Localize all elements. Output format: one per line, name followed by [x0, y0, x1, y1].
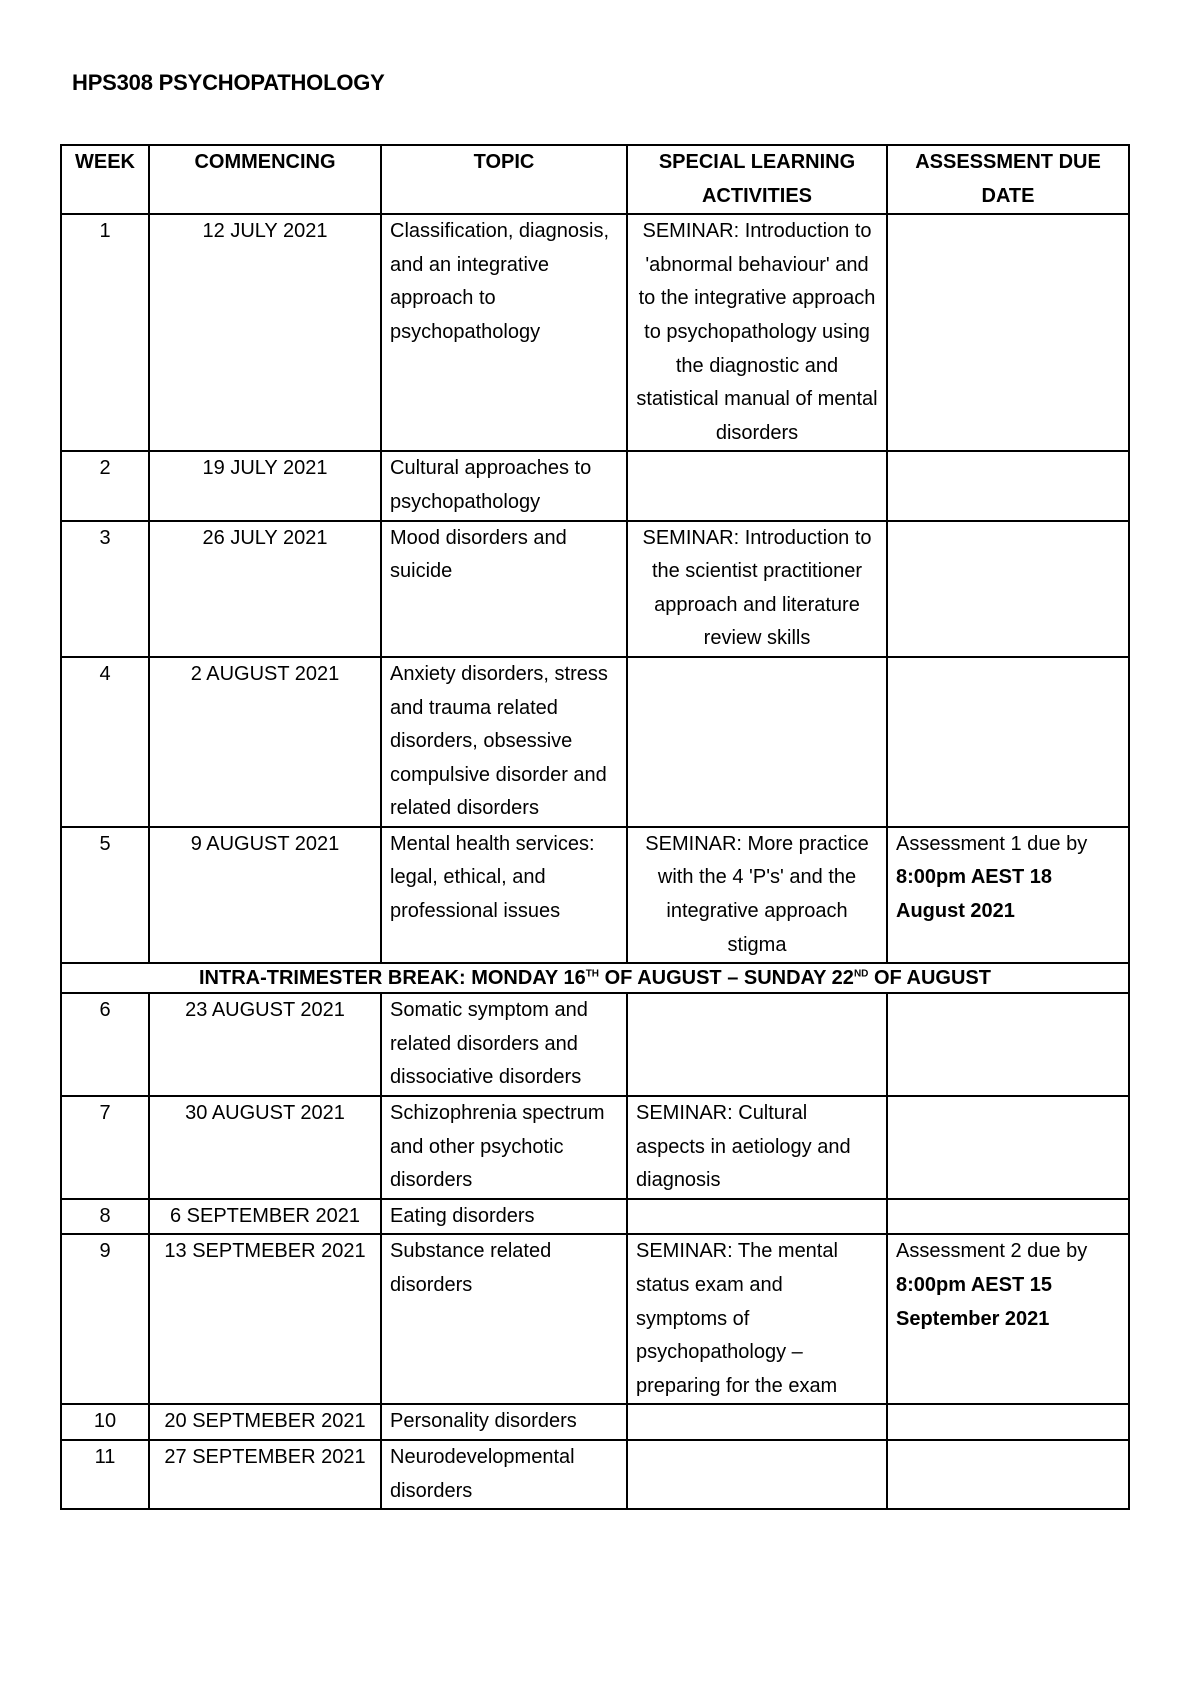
assessment-cell — [887, 1096, 1129, 1199]
assessment-cell — [887, 993, 1129, 1096]
activity-label: SEMINAR: — [645, 832, 742, 855]
activity-cell — [627, 1096, 887, 1199]
table-row — [61, 451, 1129, 520]
table-row — [61, 521, 1129, 657]
topic-cell: Somatic symptom and related disorders and dissociative disorders — [381, 993, 627, 1096]
break-text-3: OF AUGUST — [868, 967, 991, 990]
table-row — [61, 657, 1129, 827]
activity-cell — [627, 1440, 887, 1509]
activity-label: SEMINAR: — [636, 1240, 733, 1263]
header-topic: TOPIC — [381, 145, 627, 214]
activity-text: The mental status exam and symptoms of psychopathology – preparing for the exam — [636, 1240, 838, 1397]
assessment-cell — [887, 521, 1129, 657]
week-cell: 4 — [61, 657, 149, 827]
table-row — [61, 1234, 1129, 1404]
schedule-table — [60, 144, 1130, 1510]
activity-cell — [627, 827, 887, 963]
topic-cell: Schizophrenia spectrum and other psychotic disorders — [381, 1096, 627, 1199]
topic-cell: Eating disorders — [381, 1199, 627, 1235]
break-sup-2: ND — [853, 968, 869, 980]
activity-label: SEMINAR: — [642, 220, 740, 243]
header-assessment: ASSESSMENT DUE DATE — [887, 145, 1129, 214]
topic-cell: Classification, diagnosis, and an integrative approach to psychopathology — [381, 214, 627, 451]
assessment-cell — [887, 451, 1129, 520]
topic-cell: Neurodevelopmental disorders — [381, 1440, 627, 1509]
page-title: HPS308 PSYCHOPATHOLOGY — [72, 70, 385, 95]
week-cell: 6 — [61, 993, 149, 1096]
table-row — [61, 1199, 1129, 1235]
assessment-cell — [887, 1234, 1129, 1404]
date-cell: 27 SEPTEMBER 2021 — [149, 1440, 381, 1509]
activity-text: Cultural aspects in aetiology and diagnosis — [636, 1102, 851, 1192]
header-row — [61, 145, 1129, 214]
topic-cell: Mood disorders and suicide — [381, 521, 627, 657]
assessment-deadline: 8:00pm AEST 15 September 2021 — [896, 1274, 1052, 1330]
header-commencing: COMMENCING — [149, 145, 381, 214]
week-cell: 5 — [61, 827, 149, 963]
activity-cell — [627, 993, 887, 1096]
topic-cell: Substance related disorders — [381, 1234, 627, 1404]
week-cell: 3 — [61, 521, 149, 657]
assessment-deadline: 8:00pm AEST 18 August 2021 — [896, 866, 1052, 923]
topic-cell: Mental health services: legal, ethical, and professional issues — [381, 827, 627, 963]
assessment-cell — [887, 827, 1129, 963]
table-row — [61, 1404, 1129, 1440]
assessment-cell — [887, 657, 1129, 827]
date-cell: 13 SEPTMEBER 2021 — [149, 1234, 381, 1404]
date-cell: 19 JULY 2021 — [149, 451, 381, 520]
topic-cell: Personality disorders — [381, 1404, 627, 1440]
activity-text: Introduction to 'abnormal behaviour' and to the integrative approach to psychopathology using the diagnostic and statistical manual of mental disorders — [636, 220, 878, 444]
date-cell: 9 AUGUST 2021 — [149, 827, 381, 963]
assessment-cell — [887, 1199, 1129, 1235]
date-cell: 2 AUGUST 2021 — [149, 657, 381, 827]
activity-cell — [627, 657, 887, 827]
break-row — [61, 963, 1129, 993]
table-row — [61, 993, 1129, 1096]
week-cell: 9 — [61, 1234, 149, 1404]
activity-label: SEMINAR: — [636, 1102, 733, 1125]
assessment-text: Assessment 1 due by — [896, 832, 1088, 855]
date-cell: 20 SEPTMEBER 2021 — [149, 1404, 381, 1440]
activity-cell — [627, 1234, 887, 1404]
activity-cell — [627, 214, 887, 451]
week-cell: 11 — [61, 1440, 149, 1509]
assessment-cell — [887, 1404, 1129, 1440]
break-text-1: INTRA-TRIMESTER BREAK: MONDAY 16 — [199, 967, 586, 990]
week-cell: 8 — [61, 1199, 149, 1235]
week-cell: 2 — [61, 451, 149, 520]
assessment-text: Assessment 2 due by — [896, 1240, 1088, 1263]
header-activities: SPECIAL LEARNING ACTIVITIES — [627, 145, 887, 214]
break-text-2: OF AUGUST – SUNDAY 22 — [599, 967, 854, 990]
date-cell: 30 AUGUST 2021 — [149, 1096, 381, 1199]
table-row — [61, 1440, 1129, 1509]
header-week: WEEK — [61, 145, 149, 214]
break-sup-1: TH — [585, 968, 600, 980]
activity-cell — [627, 1199, 887, 1235]
week-cell: 1 — [61, 214, 149, 451]
date-cell: 23 AUGUST 2021 — [149, 993, 381, 1096]
activity-text: Introduction to the scientist practitioner approach and literature review skills — [651, 526, 872, 650]
date-cell: 26 JULY 2021 — [149, 521, 381, 657]
week-cell: 7 — [61, 1096, 149, 1199]
assessment-cell — [887, 1440, 1129, 1509]
date-cell: 12 JULY 2021 — [149, 214, 381, 451]
activity-cell — [627, 521, 887, 657]
table-row — [61, 1096, 1129, 1199]
activity-label: SEMINAR: — [642, 526, 740, 549]
topic-cell: Anxiety disorders, stress and trauma related disorders, obsessive compulsive disorder and related disorders — [381, 657, 627, 827]
topic-cell: Cultural approaches to psychopathology — [381, 451, 627, 520]
activity-cell — [627, 1404, 887, 1440]
table-row — [61, 214, 1129, 451]
table-row — [61, 827, 1129, 963]
activity-cell — [627, 451, 887, 520]
activity-text: More practice with the 4 'P's' and the integrative approach stigma — [657, 832, 869, 956]
date-cell: 6 SEPTEMBER 2021 — [149, 1199, 381, 1235]
break-cell — [61, 963, 1129, 993]
assessment-cell — [887, 214, 1129, 451]
week-cell: 10 — [61, 1404, 149, 1440]
